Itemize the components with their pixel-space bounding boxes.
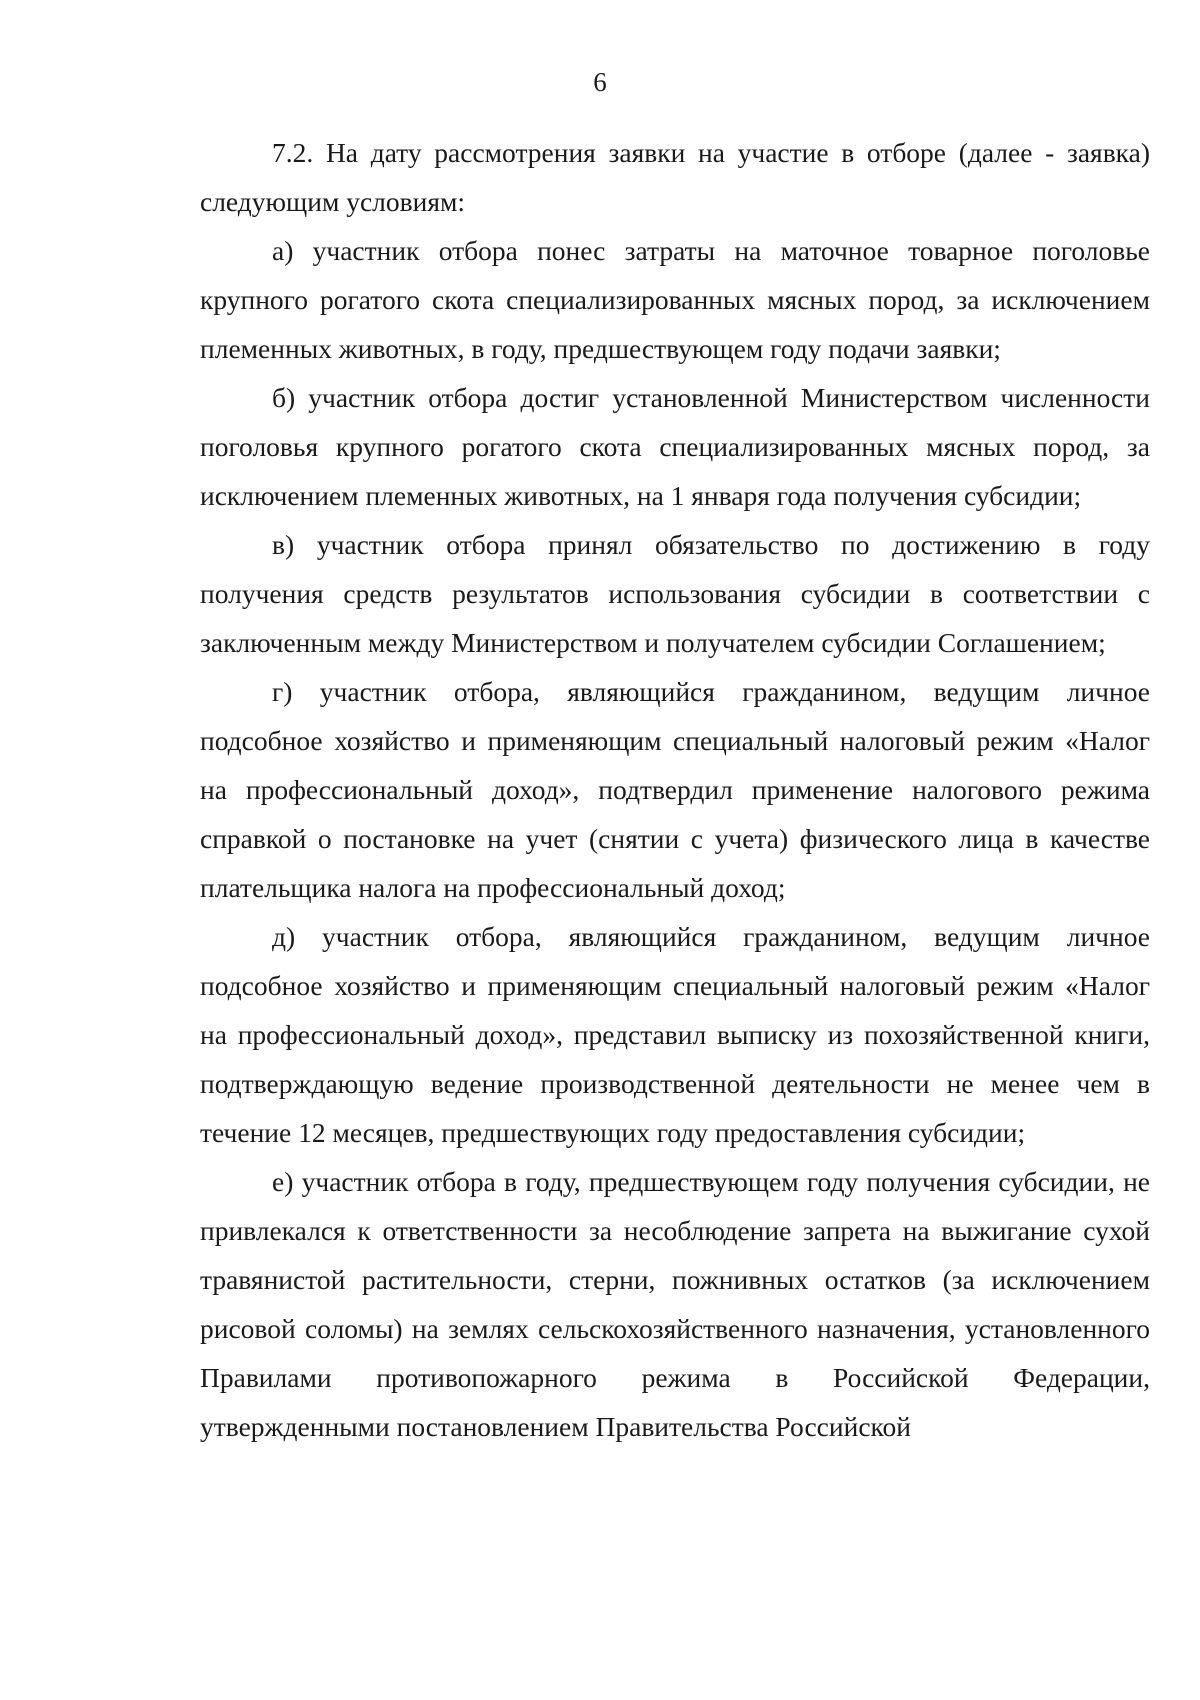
- paragraph-7-2: 7.2. На дату рассмотрения заявки на участие в отборе (далее - заявка) следующим условиям:: [200, 137, 1150, 217]
- paragraph-d: д) участник отбора, являющийся гражданином, ведущим личное подсобное хозяйство и применяющим специальный налоговый режим «Налог на профессиональный доход», представил выписку из похозяйственной книги, подтверждающую ведение производственной деятельности не менее чем в течение 12 месяцев, предшествующих году предоставления субсидии;: [200, 921, 1150, 1148]
- paragraph-a: а) участник отбора понес затраты на маточное товарное поголовье крупного рогатого скота специализированных мясных пород, за исключением племенных животных, в году, предшествующем году подачи заявки;: [200, 235, 1150, 364]
- paragraph-v: в) участник отбора принял обязательство по достижению в году получения средств результатов использования субсидии в соответствии с заключенным между Министерством и получателем субсидии Соглашением;: [200, 529, 1150, 658]
- paragraph-b: б) участник отбора достиг установленной Министерством численности поголовья крупного рогатого скота специализированных мясных пород, за исключением племенных животных, на 1 января года получения субсидии;: [200, 382, 1150, 511]
- paragraph-g: г) участник отбора, являющийся гражданином, ведущим личное подсобное хозяйство и применяющим специальный налоговый режим «Налог на профессиональный доход», подтвердил применение налогового режима справкой о постановке на учет (снятии с учета) физического лица в качестве плательщика налога на профессиональный доход;: [200, 676, 1150, 903]
- page-number: 6: [593, 67, 607, 97]
- document-body: [200, 128, 1150, 1451]
- paragraph-e: е) участник отбора в году, предшествующем году получения субсидии, не привлекался к ответственности за несоблюдение запрета на выжигание сухой травянистой растительности, стерни, пожнивных остатков (за исключением рисовой соломы) на землях сельскохозяйственного назначения, установленного Правилами противопожарного режима в Российской Федерации, утвержденными постановлением Правительства Российской: [200, 1166, 1150, 1442]
